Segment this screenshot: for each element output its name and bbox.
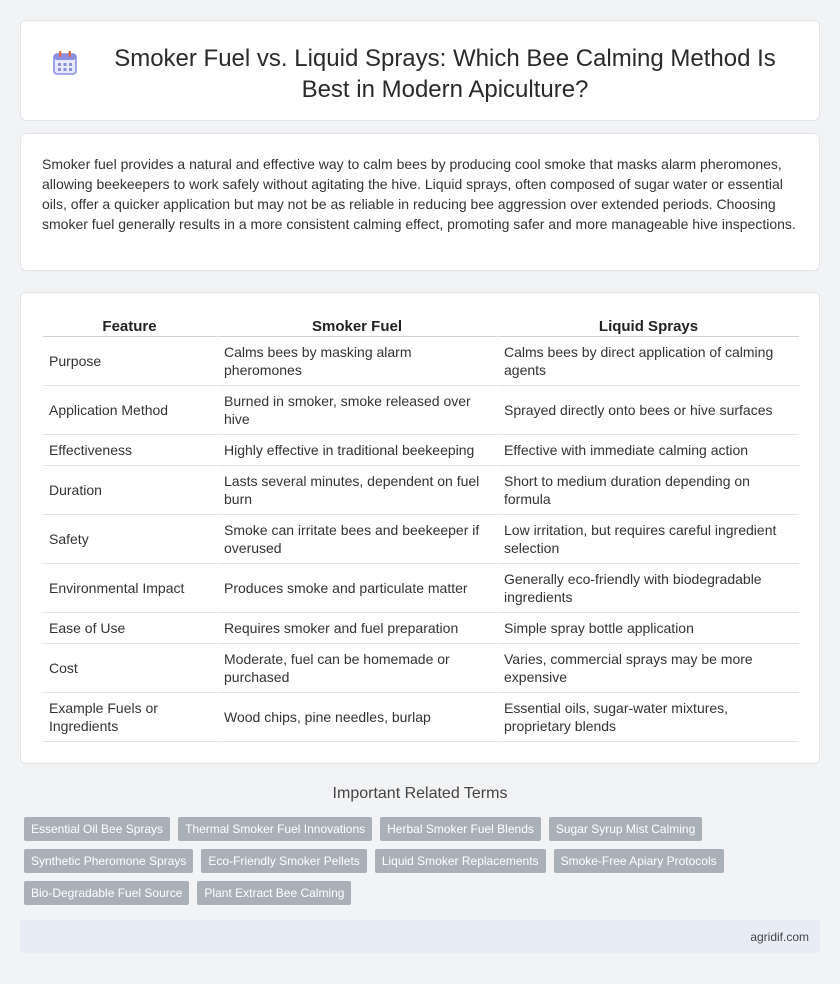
table-row — [43, 337, 799, 386]
related-term-tag[interactable]: Sugar Syrup Mist Calming — [549, 817, 702, 841]
footer-site-link[interactable]: agridif.com — [750, 930, 809, 944]
cell-feature: Application Method — [43, 386, 218, 435]
related-term-tag[interactable]: Smoke-Free Apiary Protocols — [554, 849, 724, 873]
cell-smoker-fuel: Burned in smoker, smoke released over hive — [218, 386, 498, 435]
cell-smoker-fuel: Moderate, fuel can be homemade or purchased — [218, 644, 498, 693]
summary-text: Smoker fuel provides a natural and effective way to calm bees by producing cool smoke that masks alarm pheromones, allowing beekeepers to work safely without agitating the hive. Liquid sprays, often composed of sugar water or essential oils, offer a quicker application but may not be as reliable in reducing bee aggression over extended periods. Choosing smoker fuel generally results in a more consistent calming effect, promoting safer and more manageable hive inspections. — [42, 156, 796, 232]
cell-feature: Example Fuels or Ingredients — [43, 693, 218, 742]
cell-feature: Cost — [43, 644, 218, 693]
related-term-tag[interactable]: Plant Extract Bee Calming — [197, 881, 351, 905]
related-terms-heading: Important Related Terms — [332, 785, 508, 802]
cell-feature: Duration — [43, 466, 218, 515]
cell-smoker-fuel: Smoke can irritate bees and beekeeper if overused — [218, 515, 498, 564]
related-term-tag[interactable]: Herbal Smoker Fuel Blends — [380, 817, 541, 841]
table-row — [43, 564, 799, 613]
cell-smoker-fuel: Wood chips, pine needles, burlap — [218, 693, 498, 742]
cell-smoker-fuel: Highly effective in traditional beekeeping — [218, 435, 498, 466]
table-row — [43, 644, 799, 693]
cell-smoker-fuel: Calms bees by masking alarm pheromones — [218, 337, 498, 386]
footer — [20, 920, 820, 953]
cell-liquid-sprays: Short to medium duration depending on formula — [498, 466, 799, 515]
cell-smoker-fuel: Produces smoke and particulate matter — [218, 564, 498, 613]
cell-liquid-sprays: Effective with immediate calming action — [498, 435, 799, 466]
summary-card — [20, 133, 820, 271]
comparison-table — [43, 315, 799, 742]
cell-liquid-sprays: Essential oils, sugar-water mixtures, proprietary blends — [498, 693, 799, 742]
table-row — [43, 613, 799, 644]
cell-liquid-sprays: Generally eco-friendly with biodegradable ingredients — [498, 564, 799, 613]
related-term-tag[interactable]: Liquid Smoker Replacements — [375, 849, 546, 873]
title-card — [20, 20, 820, 121]
comparison-table-card — [20, 292, 820, 764]
related-term-tag[interactable]: Bio-Degradable Fuel Source — [24, 881, 189, 905]
table-row — [43, 466, 799, 515]
cell-smoker-fuel: Requires smoker and fuel preparation — [218, 613, 498, 644]
cell-feature: Safety — [43, 515, 218, 564]
cell-liquid-sprays: Varies, commercial sprays may be more expensive — [498, 644, 799, 693]
cell-liquid-sprays: Low irritation, but requires careful ingredient selection — [498, 515, 799, 564]
cell-smoker-fuel: Lasts several minutes, dependent on fuel burn — [218, 466, 498, 515]
header-liquid-sprays: Liquid Sprays — [498, 315, 799, 337]
cell-feature: Ease of Use — [43, 613, 218, 644]
page-title: Smoker Fuel vs. Liquid Sprays: Which Bee Calming Method Is Best in Modern Apiculture? — [114, 45, 776, 103]
related-term-tag[interactable]: Thermal Smoker Fuel Innovations — [178, 817, 372, 841]
related-terms-list — [24, 817, 824, 905]
header-smoker-fuel: Smoker Fuel — [218, 315, 498, 337]
cell-feature: Environmental Impact — [43, 564, 218, 613]
table-header-row — [43, 315, 799, 337]
cell-liquid-sprays: Sprayed directly onto bees or hive surfaces — [498, 386, 799, 435]
related-term-tag[interactable]: Synthetic Pheromone Sprays — [24, 849, 193, 873]
calendar-icon — [51, 49, 79, 77]
related-term-tag[interactable]: Essential Oil Bee Sprays — [24, 817, 170, 841]
table-row — [43, 386, 799, 435]
header-feature: Feature — [43, 315, 218, 337]
table-row — [43, 693, 799, 742]
cell-liquid-sprays: Simple spray bottle application — [498, 613, 799, 644]
cell-feature: Purpose — [43, 337, 218, 386]
table-row — [43, 435, 799, 466]
cell-feature: Effectiveness — [43, 435, 218, 466]
table-row — [43, 515, 799, 564]
cell-liquid-sprays: Calms bees by direct application of calming agents — [498, 337, 799, 386]
related-term-tag[interactable]: Eco-Friendly Smoker Pellets — [201, 849, 366, 873]
